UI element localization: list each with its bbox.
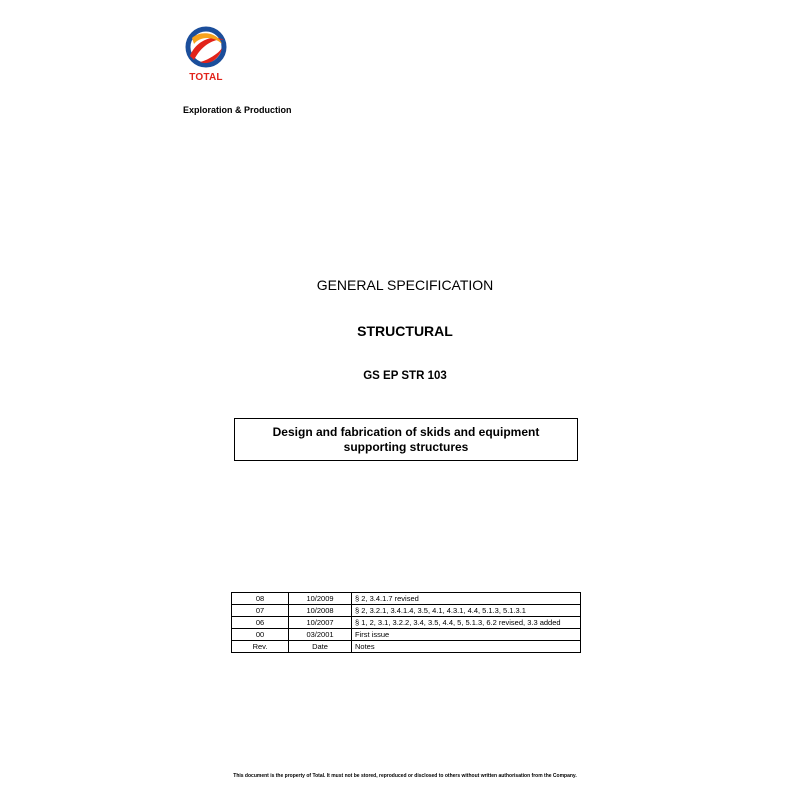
rev-cell: 08 — [232, 593, 289, 605]
logo-wordmark: TOTAL — [189, 72, 223, 83]
table-row — [232, 629, 581, 641]
date-cell: 10/2008 — [289, 605, 352, 617]
division-label: Exploration & Production — [183, 105, 292, 115]
table-row — [232, 617, 581, 629]
notes-cell: § 2, 3.4.1.7 revised — [352, 593, 581, 605]
notes-header: Notes — [352, 641, 581, 653]
table-row — [232, 605, 581, 617]
date-cell: 03/2001 — [289, 629, 352, 641]
notes-cell: First issue — [352, 629, 581, 641]
spec-type-heading: GENERAL SPECIFICATION — [316, 277, 494, 293]
rev-cell: 06 — [232, 617, 289, 629]
spec-category-heading: STRUCTURAL — [357, 323, 453, 339]
table-header-row — [232, 641, 581, 653]
document-title: Design and fabrication of skids and equipment supporting structures — [272, 424, 540, 454]
table-row — [232, 593, 581, 605]
notes-cell: § 2, 3.2.1, 3.4.1.4, 3.5, 4.1, 4.3.1, 4.4, 5.1.3, 5.1.3.1 — [352, 605, 581, 617]
document-title-box — [234, 418, 578, 461]
revision-table — [231, 592, 581, 653]
rev-header: Rev. — [232, 641, 289, 653]
confidentiality-footer: This document is the property of Total. It must not be stored, reproduced or disclosed to others without written authorisation from the Company. — [233, 773, 577, 779]
total-logo-icon — [182, 26, 230, 72]
rev-cell: 07 — [232, 605, 289, 617]
date-cell: 10/2009 — [289, 593, 352, 605]
total-logo — [182, 26, 230, 84]
spec-number: GS EP STR 103 — [363, 370, 447, 382]
date-header: Date — [289, 641, 352, 653]
notes-cell: § 1, 2, 3.1, 3.2.2, 3.4, 3.5, 4.4, 5, 5.1.3, 6.2 revised, 3.3 added — [352, 617, 581, 629]
rev-cell: 00 — [232, 629, 289, 641]
date-cell: 10/2007 — [289, 617, 352, 629]
